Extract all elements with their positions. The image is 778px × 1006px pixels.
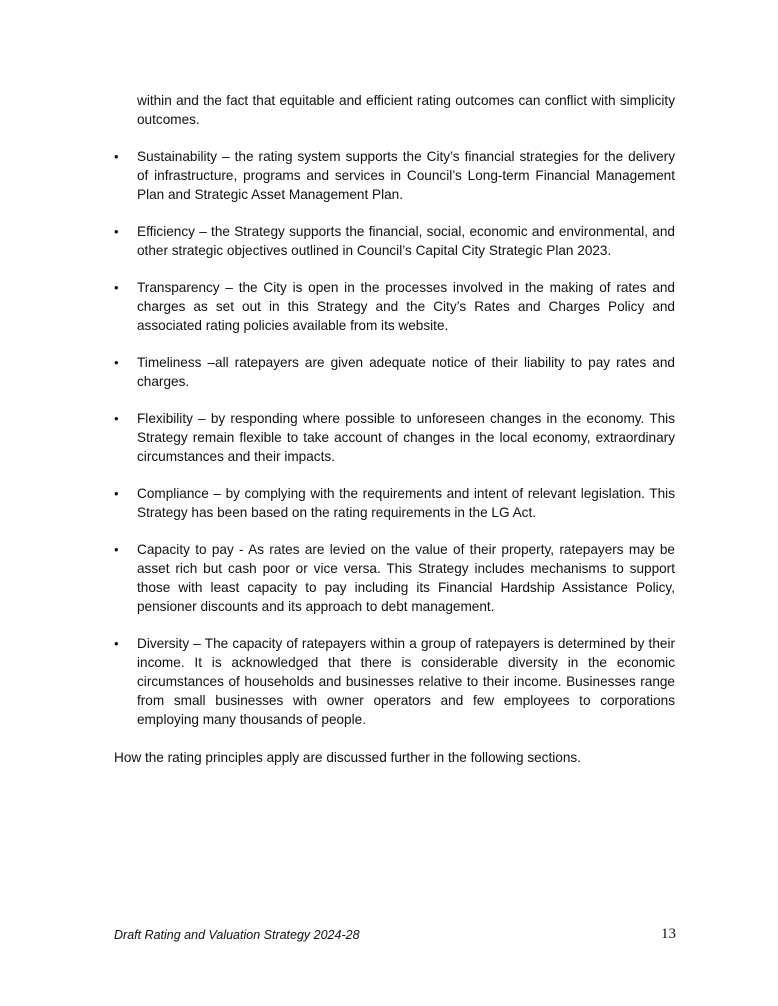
continuation-paragraph: within and the fact that equitable and efficient rating outcomes can conflict with simplicity outcomes.: [137, 93, 675, 127]
principle-sustainability-text: Sustainability – the rating system supports the City’s financial strategies for the delivery of infrastructure, programs and services in Council’s Long-term Financial Management Plan and Strategic Asset Management Plan.: [137, 149, 675, 202]
bullet-icon: •: [114, 486, 119, 501]
footer-document-title: Draft Rating and Valuation Strategy 2024-28: [114, 928, 360, 942]
closing-paragraph: How the rating principles apply are discussed further in the following sections.: [114, 750, 581, 765]
rating-principles-list: [114, 147, 675, 747]
bullet-icon: •: [114, 542, 119, 557]
list-item: [114, 147, 675, 204]
list-item: [114, 540, 675, 616]
principle-compliance-text: Compliance – by complying with the requirements and intent of relevant legislation. This Strategy has been based on the rating requirements in the LG Act.: [137, 486, 675, 520]
bullet-icon: •: [114, 224, 119, 239]
list-item: [114, 409, 675, 466]
list-item: [114, 634, 675, 729]
list-item: [114, 278, 675, 335]
principle-efficiency-text: Efficiency – the Strategy supports the financial, social, economic and environmental, and other strategic objectives outlined in Council’s Capital City Strategic Plan 2023.: [137, 224, 675, 258]
list-item: [114, 222, 675, 260]
bullet-icon: •: [114, 355, 119, 370]
bullet-icon: •: [114, 636, 119, 651]
principle-transparency-text: Transparency – the City is open in the processes involved in the making of rates and charges as set out in this Strategy and the City’s Rates and Charges Policy and associated rating policies available from its website.: [137, 280, 675, 333]
page-number: 13: [661, 926, 676, 942]
list-item: [114, 484, 675, 522]
bullet-icon: •: [114, 411, 119, 426]
principle-timeliness-text: Timeliness –all ratepayers are given adequate notice of their liability to pay rates and charges.: [137, 355, 675, 389]
principle-flexibility-text: Flexibility – by responding where possible to unforeseen changes in the economy. This Strategy remain flexible to take account of changes in the local economy, extraordinary circumstances and their impacts.: [137, 411, 675, 464]
principle-diversity-text: Diversity – The capacity of ratepayers within a group of ratepayers is determined by their income. It is acknowledged that there is considerable diversity in the economic circumstances of households and businesses relative to their income. Businesses range from small businesses with owner operators and few employees to corporations employing many thousands of people.: [137, 636, 675, 727]
bullet-icon: •: [114, 280, 119, 295]
list-item: [114, 353, 675, 391]
principle-capacity-to-pay-text: Capacity to pay - As rates are levied on the value of their property, ratepayers may be asset rich but cash poor or vice versa. This Strategy includes mechanisms to support those with least capacity to pay including its Financial Hardship Assistance Policy, pensioner discounts and its approach to debt management.: [137, 542, 675, 614]
bullet-icon: •: [114, 149, 119, 164]
